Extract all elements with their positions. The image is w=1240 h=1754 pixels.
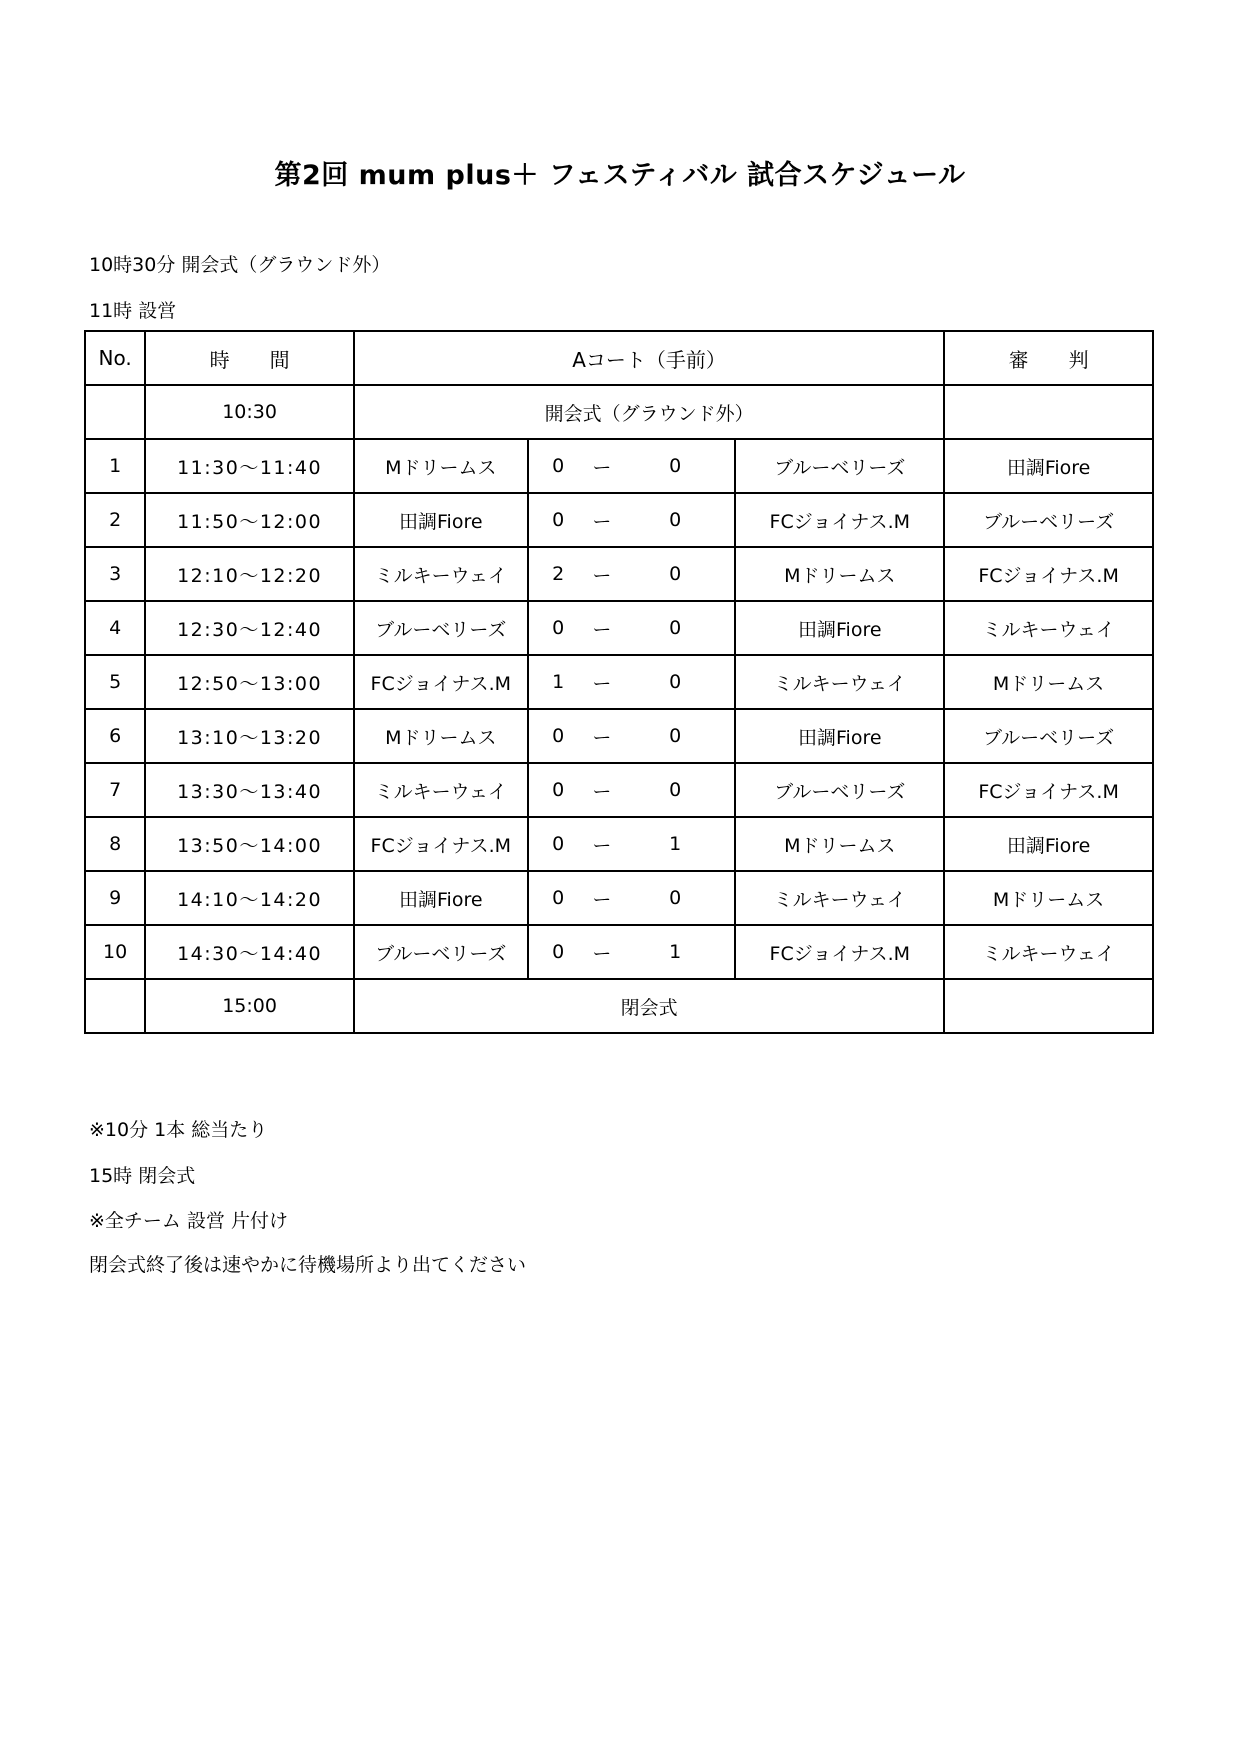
away-team: Mドリームス	[735, 817, 944, 871]
home-score: 0	[528, 493, 588, 547]
header-time: 時 間	[145, 331, 354, 385]
home-team: FCジョイナス.M	[354, 655, 528, 709]
match-rows	[85, 439, 1153, 979]
note-leave-area: 閉会式終了後は速やかに待機場所より出てください	[89, 1254, 527, 1276]
away-score: 1	[616, 925, 735, 979]
referee-team: ミルキーウェイ	[944, 601, 1153, 655]
match-no: 4	[85, 601, 145, 655]
home-score: 0	[528, 925, 588, 979]
match-no: 5	[85, 655, 145, 709]
header-court-a: Aコート（手前）	[354, 331, 944, 385]
opening-ceremony-note: 10時30分 開会式（グラウンド外）	[89, 254, 391, 276]
closing-label: 閉会式	[354, 979, 944, 1033]
home-team: ミルキーウェイ	[354, 763, 528, 817]
match-no: 8	[85, 817, 145, 871]
away-score: 0	[616, 493, 735, 547]
home-team: 田調Fiore	[354, 871, 528, 925]
opening-referee-cell	[944, 385, 1153, 439]
note-closing-time: 15時 閉会式	[89, 1165, 196, 1187]
match-no: 2	[85, 493, 145, 547]
away-team: Mドリームス	[735, 547, 944, 601]
table-header-row	[85, 331, 1153, 385]
match-no: 10	[85, 925, 145, 979]
home-team: Mドリームス	[354, 439, 528, 493]
referee-team: Mドリームス	[944, 871, 1153, 925]
score-dash: ー	[588, 817, 616, 871]
score-dash: ー	[588, 439, 616, 493]
match-no: 6	[85, 709, 145, 763]
score-dash: ー	[588, 925, 616, 979]
closing-no-cell	[85, 979, 145, 1033]
header-no: No.	[85, 331, 145, 385]
table-row	[85, 493, 1153, 547]
score-dash: ー	[588, 709, 616, 763]
match-time: 12:50〜13:00	[145, 655, 354, 709]
referee-team: 田調Fiore	[944, 817, 1153, 871]
match-time: 14:10〜14:20	[145, 871, 354, 925]
note-all-teams: ※全チーム 設営 片付け	[89, 1210, 288, 1232]
referee-team: ブルーベリーズ	[944, 493, 1153, 547]
score-dash: ー	[588, 547, 616, 601]
away-score: 0	[616, 439, 735, 493]
referee-team: ミルキーウェイ	[944, 925, 1153, 979]
table-row	[85, 871, 1153, 925]
away-team: ブルーベリーズ	[735, 763, 944, 817]
score-dash: ー	[588, 655, 616, 709]
note-round-robin: ※10分 1本 総当たり	[89, 1119, 268, 1141]
away-score: 0	[616, 709, 735, 763]
table-row	[85, 925, 1153, 979]
match-no: 9	[85, 871, 145, 925]
score-dash: ー	[588, 601, 616, 655]
match-time: 13:10〜13:20	[145, 709, 354, 763]
home-score: 2	[528, 547, 588, 601]
home-score: 1	[528, 655, 588, 709]
match-schedule-table	[84, 330, 1154, 1034]
home-team: ブルーベリーズ	[354, 925, 528, 979]
away-team: ミルキーウェイ	[735, 655, 944, 709]
home-score: 0	[528, 601, 588, 655]
match-no: 1	[85, 439, 145, 493]
opening-no-cell	[85, 385, 145, 439]
home-score: 0	[528, 709, 588, 763]
table-row	[85, 709, 1153, 763]
away-team: FCジョイナス.M	[735, 925, 944, 979]
opening-label: 開会式（グラウンド外）	[354, 385, 944, 439]
referee-team: 田調Fiore	[944, 439, 1153, 493]
referee-team: ブルーベリーズ	[944, 709, 1153, 763]
closing-time: 15:00	[145, 979, 354, 1033]
home-score: 0	[528, 817, 588, 871]
home-score: 0	[528, 871, 588, 925]
table-row	[85, 817, 1153, 871]
referee-team: FCジョイナス.M	[944, 763, 1153, 817]
score-dash: ー	[588, 493, 616, 547]
match-time: 11:30〜11:40	[145, 439, 354, 493]
home-team: ミルキーウェイ	[354, 547, 528, 601]
away-team: FCジョイナス.M	[735, 493, 944, 547]
referee-team: FCジョイナス.M	[944, 547, 1153, 601]
away-team: ミルキーウェイ	[735, 871, 944, 925]
referee-team: Mドリームス	[944, 655, 1153, 709]
table-row	[85, 763, 1153, 817]
away-score: 1	[616, 817, 735, 871]
away-score: 0	[616, 547, 735, 601]
away-score: 0	[616, 601, 735, 655]
match-time: 13:30〜13:40	[145, 763, 354, 817]
home-score: 0	[528, 439, 588, 493]
closing-row	[85, 979, 1153, 1033]
table-row	[85, 601, 1153, 655]
home-team: ブルーベリーズ	[354, 601, 528, 655]
opening-row	[85, 385, 1153, 439]
page-title: 第2回 mum plus＋ フェスティバル 試合スケジュール	[274, 160, 966, 191]
score-dash: ー	[588, 871, 616, 925]
header-referee: 審 判	[944, 331, 1153, 385]
home-team: Mドリームス	[354, 709, 528, 763]
match-time: 12:30〜12:40	[145, 601, 354, 655]
away-score: 0	[616, 655, 735, 709]
away-team: ブルーベリーズ	[735, 439, 944, 493]
away-team: 田調Fiore	[735, 709, 944, 763]
home-score: 0	[528, 763, 588, 817]
match-no: 7	[85, 763, 145, 817]
opening-time: 10:30	[145, 385, 354, 439]
score-dash: ー	[588, 763, 616, 817]
closing-referee-cell	[944, 979, 1153, 1033]
away-score: 0	[616, 871, 735, 925]
home-team: FCジョイナス.M	[354, 817, 528, 871]
table-row	[85, 547, 1153, 601]
match-time: 14:30〜14:40	[145, 925, 354, 979]
match-time: 13:50〜14:00	[145, 817, 354, 871]
match-time: 12:10〜12:20	[145, 547, 354, 601]
setup-note: 11時 設営	[89, 300, 177, 322]
match-time: 11:50〜12:00	[145, 493, 354, 547]
table-row	[85, 439, 1153, 493]
home-team: 田調Fiore	[354, 493, 528, 547]
table-row	[85, 655, 1153, 709]
match-no: 3	[85, 547, 145, 601]
away-score: 0	[616, 763, 735, 817]
away-team: 田調Fiore	[735, 601, 944, 655]
